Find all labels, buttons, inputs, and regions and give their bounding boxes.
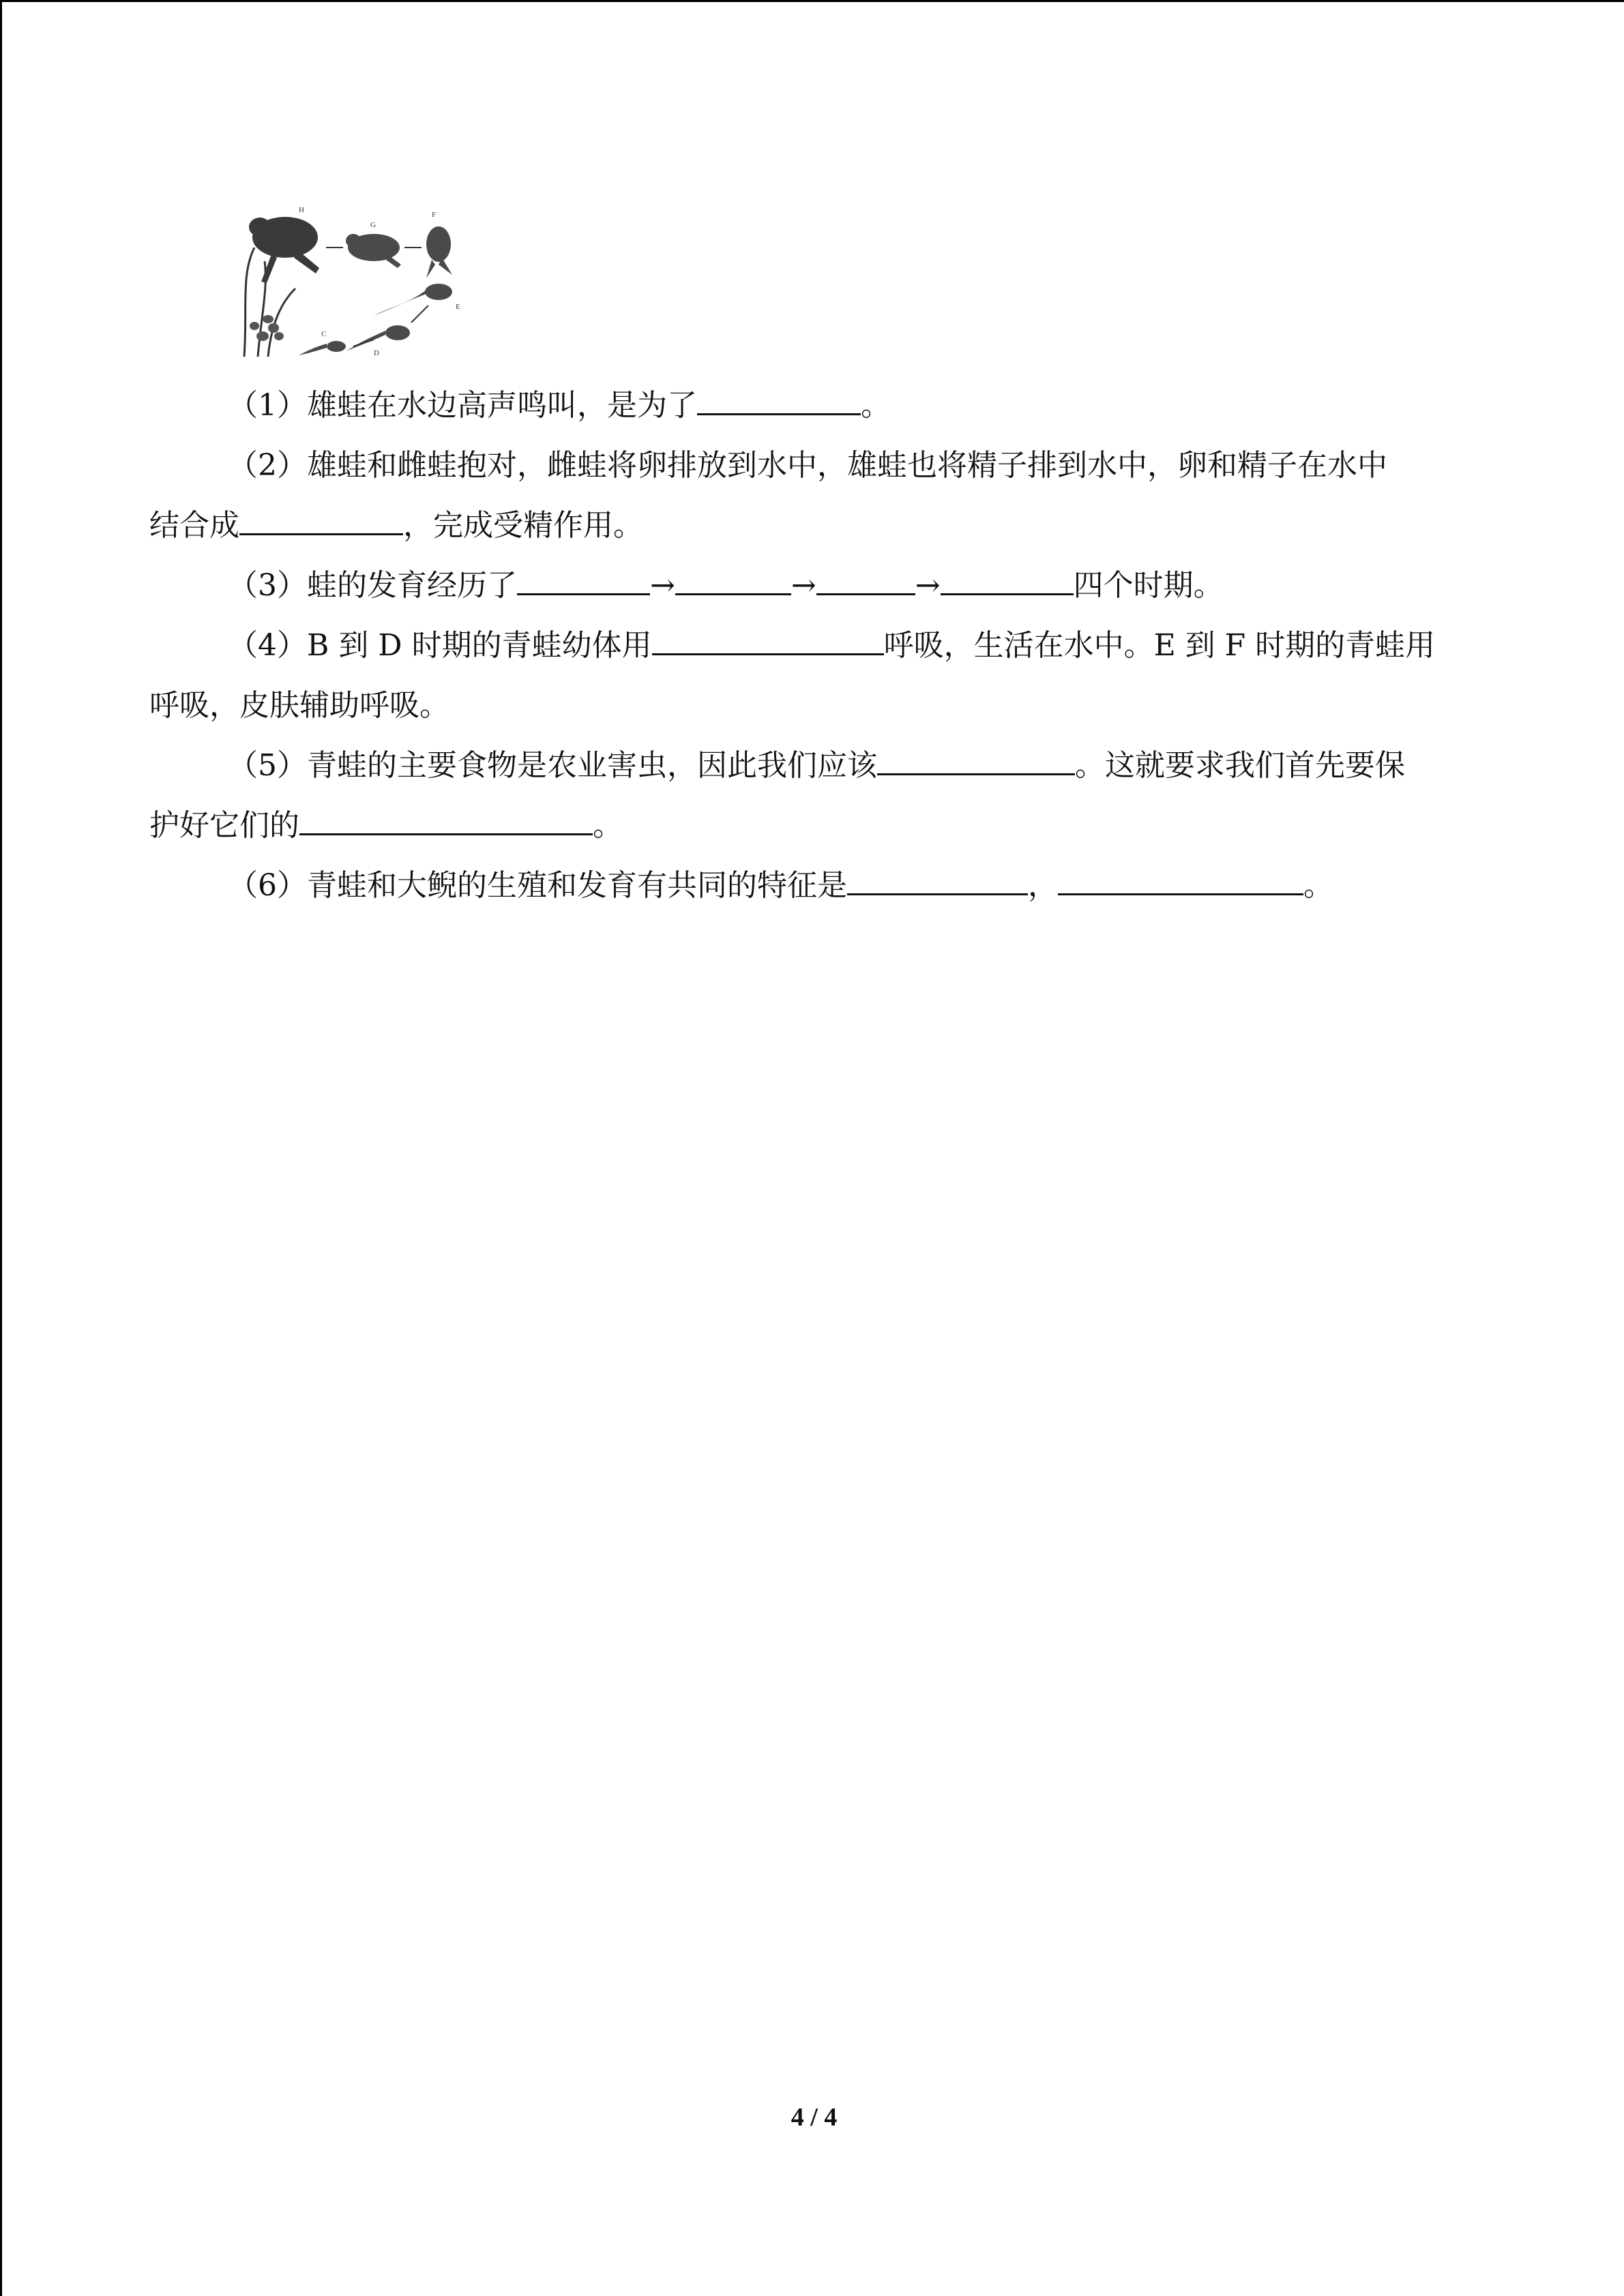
svg-text:C: C: [321, 330, 327, 338]
question-4-text-cont: 呼吸，生活在水中。E 到 F 时期的青蛙用: [883, 628, 1436, 663]
answer-blank[interactable]: [675, 563, 791, 595]
answer-blank[interactable]: [517, 563, 650, 595]
question-6-separator: ，: [1028, 868, 1058, 903]
svg-text:E: E: [456, 303, 460, 311]
question-5-line-2: [149, 796, 1486, 856]
question-5-text-cont: 。这就要求我们首先要保: [1075, 748, 1405, 783]
answer-blank[interactable]: [239, 503, 403, 535]
arrow-icon: →: [915, 568, 941, 603]
answer-blank[interactable]: [299, 803, 593, 835]
question-3: [149, 556, 1486, 616]
svg-text:G: G: [370, 221, 376, 229]
question-6-text: （6）青蛙和大鲵的生殖和发育有共同的特征是: [228, 868, 847, 903]
question-3-end: 四个时期。: [1073, 568, 1224, 603]
arrow-icon: →: [650, 568, 675, 603]
question-6: [149, 856, 1486, 916]
frog-life-cycle-icon: [234, 200, 486, 363]
question-2-end: ，完成受精作用。: [403, 508, 643, 543]
page-number: 4 / 4: [791, 2103, 838, 2132]
question-list: [149, 376, 1486, 916]
question-1-text: （1）雄蛙在水边高声鸣叫，是为了: [228, 388, 697, 423]
question-2-text: 结合成: [149, 508, 239, 543]
question-2-line-1: （2）雄蛙和雌蛙抱对，雌蛙将卵排放到水中，雄蛙也将精子排到水中，卵和精子在水中: [228, 448, 1387, 483]
question-5-line-2-text: 护好它们的: [149, 808, 299, 843]
question-5-text: （5）青蛙的主要食物是农业害虫，因此我们应该: [228, 748, 877, 783]
question-1-end: 。: [861, 388, 891, 423]
answer-blank[interactable]: [847, 863, 1028, 895]
svg-text:F: F: [432, 211, 437, 219]
answer-blank[interactable]: [816, 563, 915, 595]
svg-text:H: H: [299, 206, 304, 214]
answer-blank[interactable]: [877, 743, 1075, 775]
question-3-text: （3）蛙的发育经历了: [228, 568, 517, 603]
answer-blank[interactable]: [652, 623, 884, 655]
question-5-end: 。: [593, 808, 623, 843]
question-1: [149, 376, 1486, 436]
question-2-line-2: [149, 496, 1486, 556]
answer-blank[interactable]: [941, 563, 1074, 595]
arrow-icon: →: [791, 568, 816, 603]
answer-blank[interactable]: [697, 383, 861, 415]
question-4-line-1: [149, 616, 1486, 676]
question-5-line-1: [149, 736, 1486, 796]
question-6-end: 。: [1303, 868, 1333, 903]
question-4-text: （4）B 到 D 时期的青蛙幼体用: [228, 628, 652, 663]
answer-blank[interactable]: [1058, 863, 1303, 895]
question-4-line-2: 呼吸，皮肤辅助呼吸。: [149, 688, 449, 723]
svg-text:D: D: [374, 349, 379, 357]
